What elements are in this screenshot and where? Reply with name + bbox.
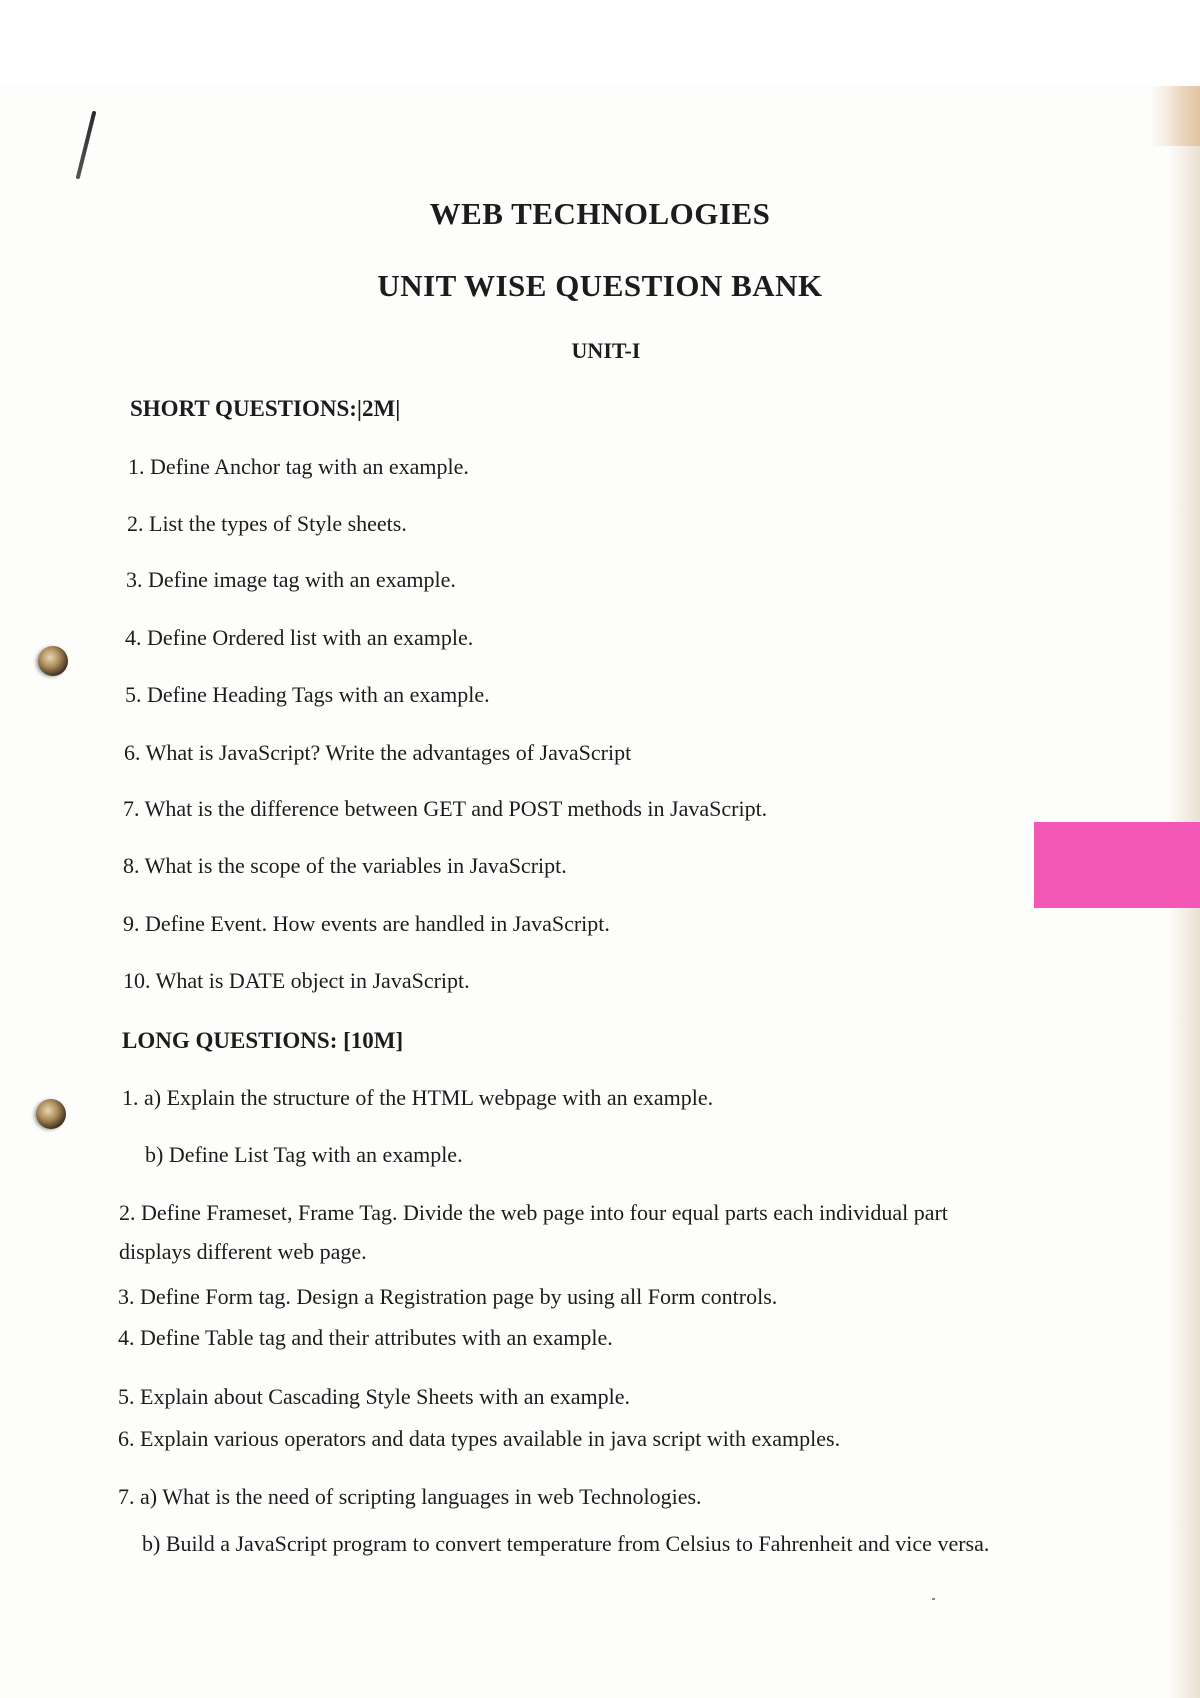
- short-question: 1. Define Anchor tag with an example.: [128, 454, 469, 479]
- short-question: 6. What is JavaScript? Write the advantages of JavaScript: [124, 740, 632, 765]
- short-question: 5. Define Heading Tags with an example.: [125, 682, 490, 707]
- paper-sheet: [0, 86, 1200, 1698]
- punch-hole: [36, 1099, 66, 1129]
- long-question: 4. Define Table tag and their attributes with an example.: [118, 1325, 613, 1350]
- scan-top-band: [0, 0, 1200, 86]
- long-question: 6. Explain various operators and data types available in java script with examples.: [118, 1426, 841, 1451]
- short-question: 2. List the types of Style sheets.: [127, 511, 407, 536]
- unit-heading: UNIT-I: [571, 338, 641, 363]
- short-question: 7. What is the difference between GET and POST methods in JavaScript.: [123, 796, 768, 821]
- document-title: WEB TECHNOLOGIES: [429, 196, 771, 231]
- long-question: 5. Explain about Cascading Style Sheets with an example.: [118, 1384, 631, 1409]
- sticky-note: [1034, 822, 1200, 908]
- long-questions-heading: LONG QUESTIONS: [10M]: [122, 1028, 404, 1053]
- long-question: 3. Define Form tag. Design a Registration page by using all Form controls.: [118, 1284, 778, 1309]
- short-question: 8. What is the scope of the variables in JavaScript.: [123, 853, 567, 878]
- page-corner-shadow: [1150, 86, 1200, 146]
- long-question: 1. a) Explain the structure of the HTML webpage with an example.: [122, 1085, 714, 1110]
- ink-speck: [932, 1598, 935, 1600]
- punch-hole: [38, 646, 68, 676]
- long-question: 2. Define Frameset, Frame Tag. Divide the web page into four equal parts each individual part displays different web page.: [119, 1200, 948, 1264]
- short-question: 4. Define Ordered list with an example.: [125, 625, 474, 650]
- short-questions-heading: SHORT QUESTIONS:|2M|: [130, 396, 401, 421]
- short-question: 10. What is DATE object in JavaScript.: [123, 968, 470, 993]
- long-question-part: b) Build a JavaScript program to convert temperature from Celsius to Fahrenheit and vice versa.: [142, 1531, 990, 1556]
- short-question: 9. Define Event. How events are handled in JavaScript.: [123, 911, 610, 936]
- short-question: 3. Define image tag with an example.: [126, 567, 456, 592]
- long-question-part: b) Define List Tag with an example.: [145, 1142, 463, 1167]
- long-question: 7. a) What is the need of scripting languages in web Technologies.: [118, 1484, 702, 1509]
- document-subtitle: UNIT WISE QUESTION BANK: [377, 268, 823, 303]
